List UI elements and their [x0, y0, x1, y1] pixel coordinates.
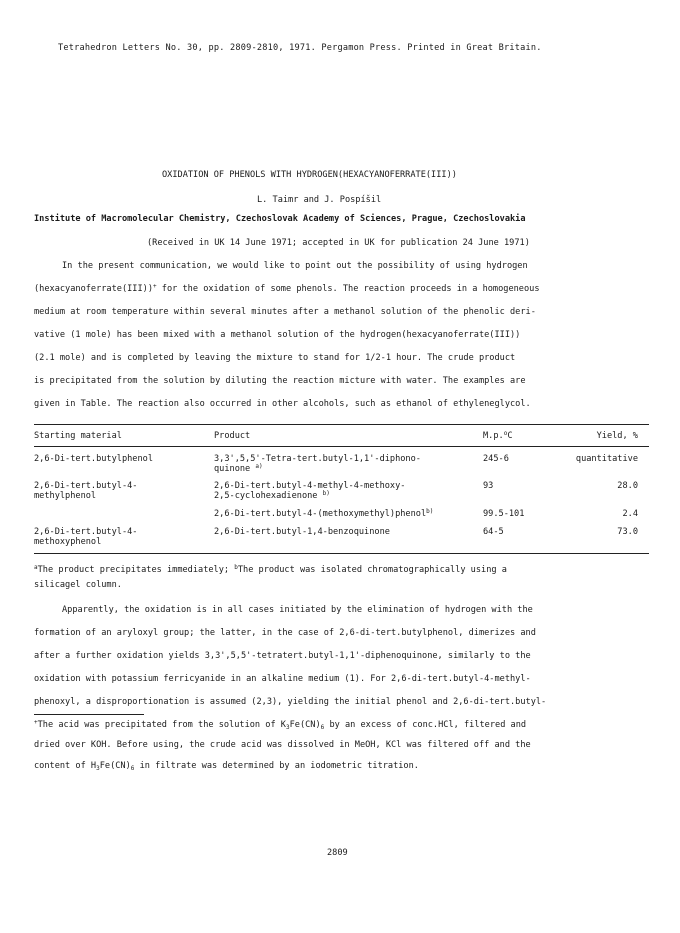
table-cell-yield: 73.0 — [617, 527, 638, 537]
note-marker: a) — [255, 463, 263, 470]
paper-title: OXIDATION OF PHENOLS WITH HYDROGEN(HEXACYANOFERRATE(III)) — [162, 170, 457, 180]
note-a-mark: a — [34, 564, 38, 571]
product-text: 2,5-cyclohexadienone — [214, 491, 318, 501]
footnote-text: in filtrate was determined by an iodometric titration. — [134, 761, 419, 771]
intro-line: medium at room temperature within several minutes after a methanol solution of the phenolic deri- — [34, 307, 536, 317]
footnote-line — [34, 721, 526, 730]
footnote-text: Fe(CN) — [99, 761, 131, 771]
authors: L. Taimr and J. Pospíšil — [257, 195, 382, 205]
table-bottom-rule — [34, 553, 649, 554]
footnote-mark: + — [34, 719, 38, 726]
subscript: 6 — [320, 724, 325, 731]
page-number: 2809 — [327, 848, 348, 858]
table-cell-start: 2,6-Di-tert.butylphenol — [34, 454, 153, 464]
table-cell-start: methoxyphenol — [34, 537, 102, 547]
intro-line — [34, 285, 540, 294]
intro-line: is precipitated from the solution by diluting the reaction micture with water. The examples are — [34, 376, 526, 386]
discussion-line: Apparently, the oxidation is in all cases initiated by the elimination of hydrogen with the — [62, 605, 533, 615]
table-note-line: silicagel column. — [34, 580, 122, 590]
note-marker: b) — [322, 490, 330, 497]
intro-text: for the oxidation of some phenols. The reaction proceeds in a homogeneous — [156, 284, 540, 294]
table-cell-mp: 93 — [483, 481, 494, 491]
table-cell-start: 2,6-Di-tert.butyl-4- — [34, 527, 138, 537]
table-cell-product — [214, 492, 330, 501]
footnote-text: by an excess of conc.HCl, filtered and — [324, 720, 527, 730]
note-b-text: The product was isolated chromatographically using a — [237, 565, 507, 575]
note-marker: b) — [426, 508, 434, 515]
received-dates: (Received in UK 14 June 1971; accepted in UK for publication 24 June 1971) — [147, 238, 530, 248]
footnote-text: Fe(CN) — [289, 720, 321, 730]
note-a-text: The product precipitates immediately; — [37, 565, 235, 575]
table-cell-product — [214, 465, 263, 474]
discussion-line: formation of an aryloxyl group; the latter, in the case of 2,6-di-tert.butylphenol, dimerizes and — [34, 628, 536, 638]
table-cell-yield: quantitative — [575, 454, 638, 464]
footnote-line — [34, 762, 419, 771]
intro-line: vative (1 mole) has been mixed with a methanol solution of the hydrogen(hexacyanoferrate(III)) — [34, 330, 521, 340]
note-b-mark: b — [234, 564, 238, 571]
product-text: quinone — [214, 464, 251, 474]
table-cell-mp: 64-5 — [483, 527, 504, 537]
discussion-line: after a further oxidation yields 3,3',5,5'-tetratert.butyl-1,1'-diphenoquinone, similarly to the — [34, 651, 531, 661]
mp-unit: C — [507, 431, 513, 441]
intro-text: (hexacyanoferrate(III)) — [34, 284, 153, 294]
intro-line: (2.1 mole) and is completed by leaving the mixture to stand for 1/2-1 hour. The crude product — [34, 353, 516, 363]
table-top-rule — [34, 424, 649, 425]
footnote-text: content of H — [34, 761, 97, 771]
table-cell-start: methylphenol — [34, 491, 97, 501]
footnote-line: dried over KOH. Before using, the crude acid was dissolved in MeOH, KCl was filtered off and the — [34, 740, 531, 750]
header-mp — [483, 432, 513, 441]
table-cell-mp: 245-6 — [483, 454, 509, 464]
subscript: 3 — [96, 765, 100, 772]
subscript: 6 — [130, 765, 135, 772]
table-cell-start: 2,6-Di-tert.butyl-4- — [34, 481, 138, 491]
journal-header: Tetrahedron Letters No. 30, pp. 2809-2810, 1971. Pergamon Press. Printed in Great Britain. — [58, 43, 542, 53]
table-cell-yield: 28.0 — [617, 481, 638, 491]
table-cell-product — [214, 510, 433, 519]
intro-line: In the present communication, we would like to point out the possibility of using hydrogen — [62, 261, 528, 271]
institution: Institute of Macromolecular Chemistry, Czechoslovak Academy of Sciences, Prague, Czechoslovakia — [34, 214, 526, 224]
table-header-rule — [34, 446, 649, 447]
subscript: 3 — [285, 724, 290, 731]
table-cell-product: 3,3',5,5'-Tetra-tert.butyl-1,1'-diphono- — [214, 454, 421, 464]
degree-sign: o — [503, 430, 508, 437]
header-starting-material: Starting material — [34, 431, 122, 441]
intro-line: given in Table. The reaction also occurred in other alcohols, such as ethanol of ethyleneglycol. — [34, 399, 531, 409]
table-cell-product: 2,6-Di-tert.butyl-1,4-benzoquinone — [214, 527, 390, 537]
table-note-line — [34, 566, 507, 575]
discussion-line: phenoxyl, a disproportionation is assumed (2,3), yielding the initial phenol and 2,6-di-tert.butyl- — [34, 697, 547, 707]
table-cell-yield: 2.4 — [622, 509, 638, 519]
product-text: 2,6-Di-tert.butyl-4-(methoxymethyl)phenol — [214, 509, 427, 519]
footnote-text: The acid was precipitated from the solution of K — [37, 720, 286, 730]
table-cell-product: 2,6-Di-tert.butyl-4-methyl-4-methoxy- — [214, 481, 406, 491]
mp-label: M.p. — [483, 431, 504, 441]
footnote-marker: + — [153, 283, 157, 290]
header-product: Product — [214, 431, 251, 441]
footnote-rule — [34, 714, 144, 715]
table-cell-mp: 99.5-101 — [483, 509, 525, 519]
discussion-line: oxidation with potassium ferricyanide in an alkaline medium (1). For 2,6-di-tert.butyl-4-methyl- — [34, 674, 531, 684]
header-yield: Yield, % — [596, 431, 638, 441]
